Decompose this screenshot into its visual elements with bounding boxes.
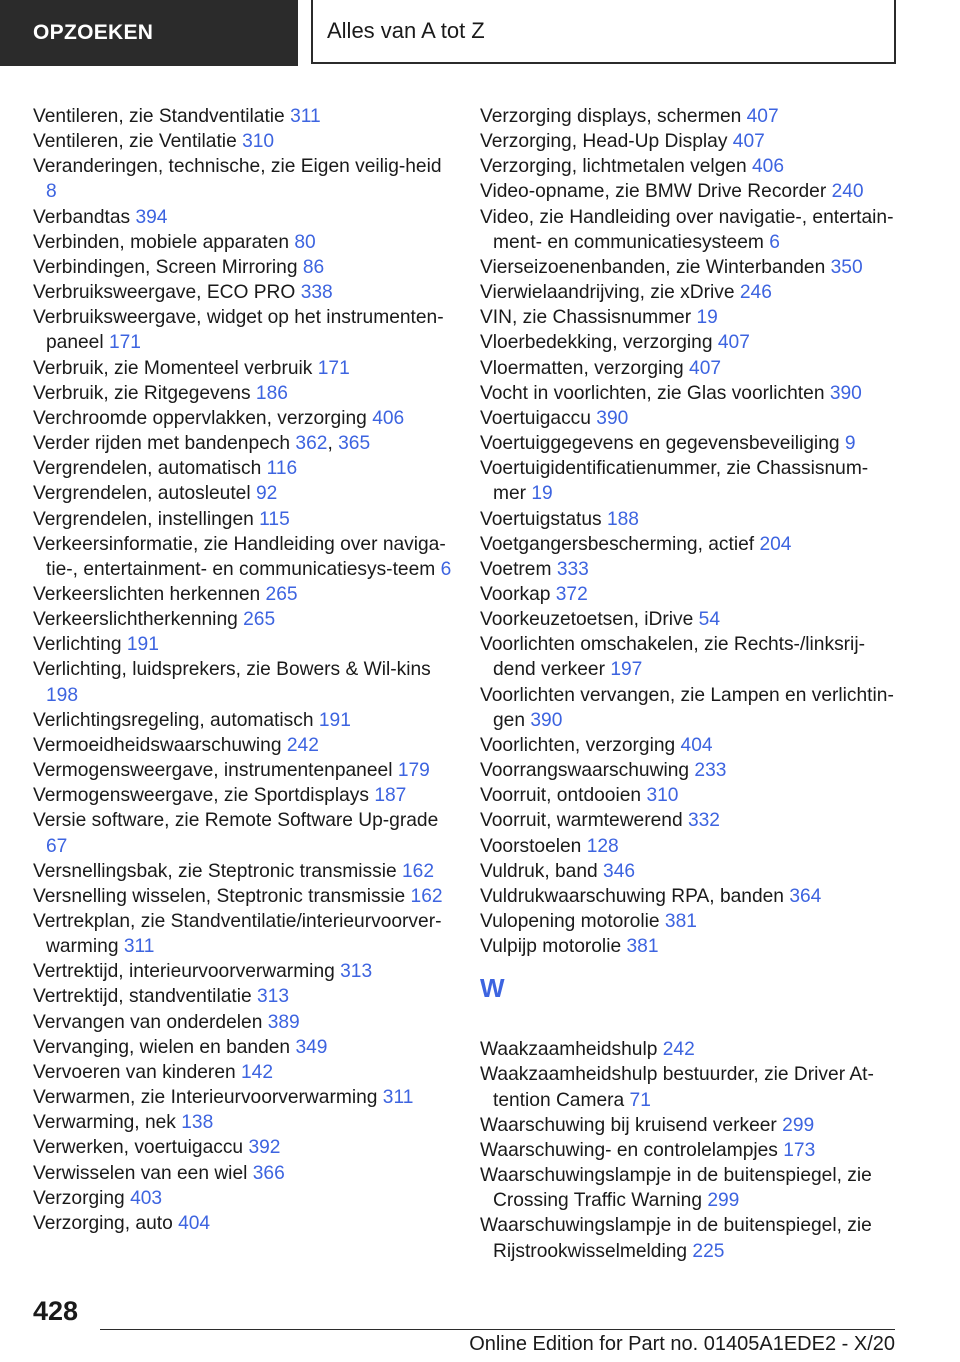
index-term: Waarschuwing- en controlelampjes	[480, 1139, 778, 1161]
index-entry	[480, 557, 900, 582]
page-reference-link[interactable]: 128	[586, 835, 619, 857]
index-entry	[33, 859, 453, 884]
page-reference-link[interactable]: 362	[295, 433, 328, 455]
index-term: Versnellingsbak, zie Steptronic transmissie	[33, 860, 397, 882]
index-entry	[480, 758, 900, 783]
page-reference-link[interactable]: 392	[248, 1137, 281, 1159]
index-entry	[480, 1163, 900, 1213]
index-entry	[33, 406, 453, 431]
index-entry	[480, 859, 900, 884]
index-term: Vocht in voorlichten, zie Glas voorlichten	[480, 382, 825, 404]
page-reference-link[interactable]: 265	[243, 609, 276, 631]
page-reference-link[interactable]: 204	[759, 533, 792, 555]
index-term: Vervanging, wielen en banden	[33, 1036, 291, 1058]
index-term: Voetgangersbescherming, actief	[480, 533, 755, 555]
page-reference-link[interactable]: 406	[372, 407, 405, 429]
index-term: Vierwielaandrijving, zie xDrive	[480, 282, 735, 304]
page-reference-link[interactable]: 80	[294, 231, 316, 253]
index-term: Vloerbedekking, verzorging	[480, 332, 713, 354]
index-term: Verbandtas	[33, 206, 131, 228]
page-reference-link[interactable]: 390	[596, 407, 629, 429]
page-reference-link[interactable]: 242	[286, 734, 319, 756]
page-reference-link[interactable]: 310	[646, 785, 679, 807]
page-reference-link[interactable]: 311	[290, 106, 321, 127]
index-term: Waarschuwingslampje in de buitenspiegel, zie Crossing Traffic Warning	[480, 1165, 872, 1212]
page-reference-link[interactable]: 171	[108, 332, 141, 354]
index-entry	[480, 356, 900, 381]
index-entry	[33, 632, 453, 657]
index-entry	[33, 1110, 453, 1135]
page-reference-link[interactable]: 381	[626, 936, 659, 958]
index-entry	[33, 154, 453, 204]
index-term: Versie software, zie Remote Software Up‐grade	[33, 810, 439, 832]
page-reference-link[interactable]: 92	[255, 483, 278, 505]
index-term: Waarschuwingslampje in de buitenspiegel, zie Rijstrookwisselmelding	[480, 1215, 872, 1262]
index-term: Video-opname, zie BMW Drive Recorder	[480, 181, 827, 203]
index-entry	[33, 708, 453, 733]
index-entry	[33, 1010, 453, 1035]
index-entry	[33, 808, 453, 858]
index-entry	[480, 884, 900, 909]
index-term: Vergrendelen, autosleutel	[33, 483, 251, 505]
index-term: Vermoeidheidswaarschuwing	[33, 734, 282, 756]
page-reference-link[interactable]: 332	[687, 810, 720, 832]
section-tab: OPZOEKEN	[0, 0, 298, 66]
page-reference-link[interactable]: 186	[255, 382, 288, 404]
index-entry	[33, 507, 453, 532]
index-entry	[33, 984, 453, 1009]
index-entry	[33, 582, 453, 607]
index-entry	[480, 1062, 900, 1112]
index-entry	[480, 154, 900, 179]
page-reference-link[interactable]: 116	[266, 458, 298, 480]
page-reference-link[interactable]: 86	[302, 256, 325, 278]
index-term: Vierseizoenenbanden, zie Winterbanden	[480, 256, 826, 278]
page-reference-link[interactable]: 389	[267, 1011, 300, 1033]
page-reference-link[interactable]: 404	[680, 734, 713, 756]
page-reference-link[interactable]: 9	[844, 433, 856, 455]
index-term: Voorrangswaarschuwing	[480, 760, 690, 782]
index-entry	[33, 356, 453, 381]
page-reference-link[interactable]: 188	[606, 508, 639, 530]
index-entry	[480, 1138, 900, 1163]
index-term: Veranderingen, technische, zie Eigen veilig‐heid	[33, 156, 442, 178]
footer-divider	[100, 1329, 895, 1330]
index-term: Vervangen van onderdelen	[33, 1011, 263, 1033]
page-reference-link[interactable]: 19	[531, 483, 553, 505]
index-term: Vertrektijd, interieurvoorverwarming	[33, 961, 335, 983]
index-entry	[33, 783, 453, 808]
page-reference-link[interactable]: 407	[717, 332, 750, 354]
index-entry	[33, 104, 453, 129]
index-term: Voorkeuzetoetsen, iDrive	[480, 609, 694, 631]
page-reference-link[interactable]: 67	[46, 835, 68, 857]
page-reference-link[interactable]: 265	[265, 583, 298, 605]
page-reference-link[interactable]: 6	[440, 558, 452, 580]
index-entry	[33, 129, 453, 154]
page-reference-link[interactable]: 197	[610, 659, 643, 681]
index-entry	[480, 1113, 900, 1138]
index-term: Voertuigstatus	[480, 508, 602, 530]
index-entry: Verder rijden met bandenpech 362, 365	[33, 433, 371, 455]
page-reference-link[interactable]: 19	[696, 307, 718, 329]
index-entry	[480, 205, 900, 255]
index-entry	[33, 1135, 453, 1160]
page-reference-link[interactable]: 173	[783, 1139, 816, 1161]
page-reference-link[interactable]: 313	[257, 986, 290, 1008]
index-term: Verbindingen, Screen Mirroring	[33, 256, 298, 278]
index-term: Verkeerslichtherkenning	[33, 609, 238, 631]
index-term: Vergrendelen, automatisch	[33, 458, 262, 480]
index-term: Vertrekplan, zie Standventilatie/interieurvoorver‐warming	[33, 911, 442, 958]
index-term: Verbruik, zie Ritgegevens	[33, 382, 251, 404]
page-reference-link[interactable]: 346	[603, 860, 636, 882]
page-reference-link[interactable]: 233	[694, 760, 727, 782]
index-entry	[480, 683, 900, 733]
page-reference-link[interactable]: 390	[829, 382, 862, 404]
index-term: Verwerken, voertuigaccu	[33, 1137, 244, 1159]
index-term: Verlichting, luidsprekers, zie Bowers & Wil‐kins	[33, 659, 431, 681]
index-group-w	[480, 1037, 900, 1263]
index-entry	[33, 758, 453, 783]
index-term: Vuldruk, band	[480, 860, 598, 882]
page-header	[0, 0, 960, 66]
footer-edition: Online Edition for Part no. 01405A1EDE2 - X/20	[469, 1333, 895, 1355]
page-reference-link[interactable]: 372	[555, 583, 588, 605]
page-reference-link[interactable]: 313	[340, 961, 373, 983]
index-term: Verbruiksweergave, widget op het instrumenten‐paneel	[33, 307, 444, 354]
index-entry	[480, 934, 900, 959]
index-term: Verlichting	[33, 634, 122, 656]
page-reference-link[interactable]: 394	[135, 206, 168, 228]
index-term: Verzorging displays, schermen	[480, 106, 742, 127]
index-entry	[33, 280, 453, 305]
index-column-left	[33, 104, 453, 1236]
page-reference-link[interactable]: 407	[746, 106, 779, 127]
page-reference-link[interactable]: 365	[338, 433, 371, 455]
index-term: Waakzaamheidshulp bestuurder, zie Driver At‐tention Camera	[480, 1064, 874, 1111]
index-term: Voertuigidentificatienummer, zie Chassisnum‐mer	[480, 458, 869, 505]
index-term: Verbruiksweergave, ECO PRO	[33, 282, 296, 304]
index-entry	[480, 507, 900, 532]
index-term: Vermogensweergave, zie Sportdisplays	[33, 785, 369, 807]
index-term: Waakzaamheidshulp	[480, 1039, 658, 1061]
page-reference-link[interactable]: 299	[782, 1114, 815, 1136]
index-entry	[480, 532, 900, 557]
page-reference-link[interactable]: 381	[664, 911, 697, 932]
index-term: Verwarming, nek	[33, 1112, 176, 1134]
page-number: 428	[33, 1296, 79, 1326]
index-entry	[33, 959, 453, 984]
index-entry	[33, 230, 453, 255]
index-term: Voorlichten omschakelen, zie Rechts-/linksrij‐dend verkeer	[480, 634, 865, 681]
page-reference-link[interactable]: 299	[707, 1190, 740, 1212]
page-reference-link[interactable]: 179	[397, 760, 430, 782]
page-reference-link[interactable]: 350	[830, 256, 863, 278]
index-term: Voorkap	[480, 583, 551, 605]
page-reference-link[interactable]: 225	[692, 1240, 725, 1262]
page-reference-link[interactable]: 191	[126, 634, 159, 656]
index-term: Verchroomde oppervlakken, verzorging	[33, 407, 367, 429]
page-reference-link[interactable]: 246	[739, 282, 772, 304]
index-term: Verzorging, lichtmetalen velgen	[480, 156, 747, 178]
page-reference-link[interactable]: 407	[732, 131, 765, 153]
index-entry	[480, 179, 900, 204]
index-entry	[33, 607, 453, 632]
index-entry	[33, 1060, 453, 1085]
page-reference-link[interactable]: 333	[556, 558, 589, 580]
index-term: Vertrektijd, standventilatie	[33, 986, 252, 1008]
index-entry	[480, 406, 900, 431]
index-term: Ventileren, zie Standventilatie	[33, 106, 285, 127]
index-term: VIN, zie Chassisnummer	[480, 307, 692, 329]
page-reference-link[interactable]: 240	[831, 181, 864, 203]
page-reference-link[interactable]: 162	[410, 885, 443, 907]
page-reference-link[interactable]: 6	[769, 231, 780, 253]
page-reference-link[interactable]: 187	[374, 785, 407, 807]
page-reference-link[interactable]: 115	[259, 508, 290, 530]
index-entry	[33, 456, 453, 481]
page-reference-link[interactable]: 349	[295, 1036, 328, 1058]
page-reference-link[interactable]: 311	[123, 936, 155, 958]
index-entry	[33, 1035, 453, 1060]
index-term: Voorruit, ontdooien	[480, 785, 642, 807]
index-entry	[33, 1211, 453, 1236]
index-entry	[480, 632, 900, 682]
index-entry	[480, 431, 900, 456]
index-term: Verbinden, mobiele apparaten	[33, 231, 290, 253]
page-reference-link[interactable]: 311	[382, 1087, 414, 1109]
page-reference-link[interactable]: 171	[317, 357, 350, 379]
index-entry	[33, 1186, 453, 1211]
index-term: Voertuigaccu	[480, 407, 591, 429]
page-reference-link[interactable]: 403	[130, 1187, 163, 1209]
index-entry	[33, 255, 453, 280]
index-entry	[33, 657, 453, 707]
index-entry	[33, 305, 453, 355]
index-term: Vulpijp motorolie	[480, 936, 622, 958]
index-entry	[33, 1085, 453, 1110]
page-reference-link[interactable]: 404	[178, 1212, 211, 1234]
index-term: Waarschuwing bij kruisend verkeer	[480, 1114, 777, 1136]
index-term: Verder rijden met bandenpech	[33, 433, 291, 455]
index-entry	[480, 582, 900, 607]
page-reference-link[interactable]: 406	[752, 156, 785, 178]
index-term: Voertuiggegevens en gegevensbeveiliging	[480, 433, 840, 455]
index-group-v	[480, 104, 900, 959]
page-reference-link[interactable]: 242	[662, 1039, 695, 1061]
page-reference-link[interactable]: 390	[530, 709, 563, 731]
index-term: Voetrem	[480, 558, 552, 580]
index-entry	[480, 733, 900, 758]
page-reference-link[interactable]: 142	[241, 1061, 274, 1083]
index-term: Vervoeren van kinderen	[33, 1061, 236, 1083]
index-term: Verkeersinformatie, zie Handleiding over naviga‐tie-, entertainment- en communicatiesys‐teem	[33, 533, 446, 580]
index-entry	[33, 205, 453, 230]
page-reference-link[interactable]: 71	[629, 1089, 651, 1111]
index-term: Verzorging, Head-Up Display	[480, 131, 728, 153]
page-reference-link[interactable]: 198	[46, 684, 79, 706]
index-entry	[480, 607, 900, 632]
index-term: Verzorging, auto	[33, 1212, 173, 1234]
index-entry	[480, 381, 900, 406]
page-reference-link[interactable]: 338	[300, 282, 333, 304]
index-term: Voorruit, warmtewerend	[480, 810, 683, 832]
index-term: Verzorging	[33, 1187, 125, 1209]
index-entry	[480, 456, 900, 506]
index-term: Verbruik, zie Momenteel verbruik	[33, 357, 313, 379]
index-entry	[33, 1161, 453, 1186]
index-term: Verkeerslichten herkennen	[33, 583, 261, 605]
index-term: Voorstoelen	[480, 835, 582, 857]
index-term: Vloermatten, verzorging	[480, 357, 684, 379]
index-entry	[480, 104, 900, 129]
index-entry	[480, 834, 900, 859]
chapter-title: Alles van A tot Z	[311, 0, 896, 64]
index-entry	[33, 909, 453, 959]
page-reference-link[interactable]: 162	[402, 860, 435, 882]
index-entry	[33, 481, 453, 506]
index-term: Verwisselen van een wiel	[33, 1162, 248, 1184]
index-term: Verlichtingsregeling, automatisch	[33, 709, 314, 731]
page-reference-link[interactable]: 407	[689, 357, 722, 379]
letter-heading: W	[480, 973, 505, 1004]
index-entry	[480, 783, 900, 808]
index-term: Vergrendelen, instellingen	[33, 508, 254, 530]
page-reference-link[interactable]: 191	[318, 709, 351, 731]
page-reference-link[interactable]: 366	[252, 1162, 285, 1184]
index-entry	[33, 884, 453, 909]
index-term: Ventileren, zie Ventilatie	[33, 131, 237, 153]
index-term: Voorlichten vervangen, zie Lampen en verlichtin‐gen	[480, 684, 894, 731]
index-entry	[480, 280, 900, 305]
index-entry	[480, 330, 900, 355]
index-column-right	[480, 104, 900, 1264]
page-reference-link[interactable]: 364	[789, 885, 822, 907]
index-term: Verwarmen, zie Interieurvoorverwarming	[33, 1087, 378, 1109]
page-reference-link[interactable]: 310	[242, 131, 275, 153]
index-entry	[33, 381, 453, 406]
index-entry	[480, 129, 900, 154]
index-entry	[480, 909, 900, 934]
index-entry	[33, 532, 453, 582]
index-term: Vermogensweergave, instrumentenpaneel	[33, 760, 393, 782]
index-term: Vuldrukwaarschuwing RPA, banden	[480, 885, 784, 907]
index-entry	[480, 1037, 900, 1062]
index-entry	[480, 255, 900, 280]
index-term: Vulopening motorolie	[480, 911, 660, 932]
index-entry	[480, 305, 900, 330]
index-entry	[480, 808, 900, 833]
index-term: Voorlichten, verzorging	[480, 734, 676, 756]
index-entry	[480, 1213, 900, 1263]
index-entry	[33, 733, 453, 758]
index-term: Versnelling wisselen, Steptronic transmissie	[33, 885, 406, 907]
page-reference-link[interactable]: 54	[698, 609, 720, 631]
page-reference-link[interactable]: 8	[46, 181, 57, 203]
index-term: Video, zie Handleiding over navigatie-, entertain‐ment- en communicatiesysteem	[480, 206, 894, 253]
page-reference-link[interactable]: 138	[181, 1112, 214, 1134]
